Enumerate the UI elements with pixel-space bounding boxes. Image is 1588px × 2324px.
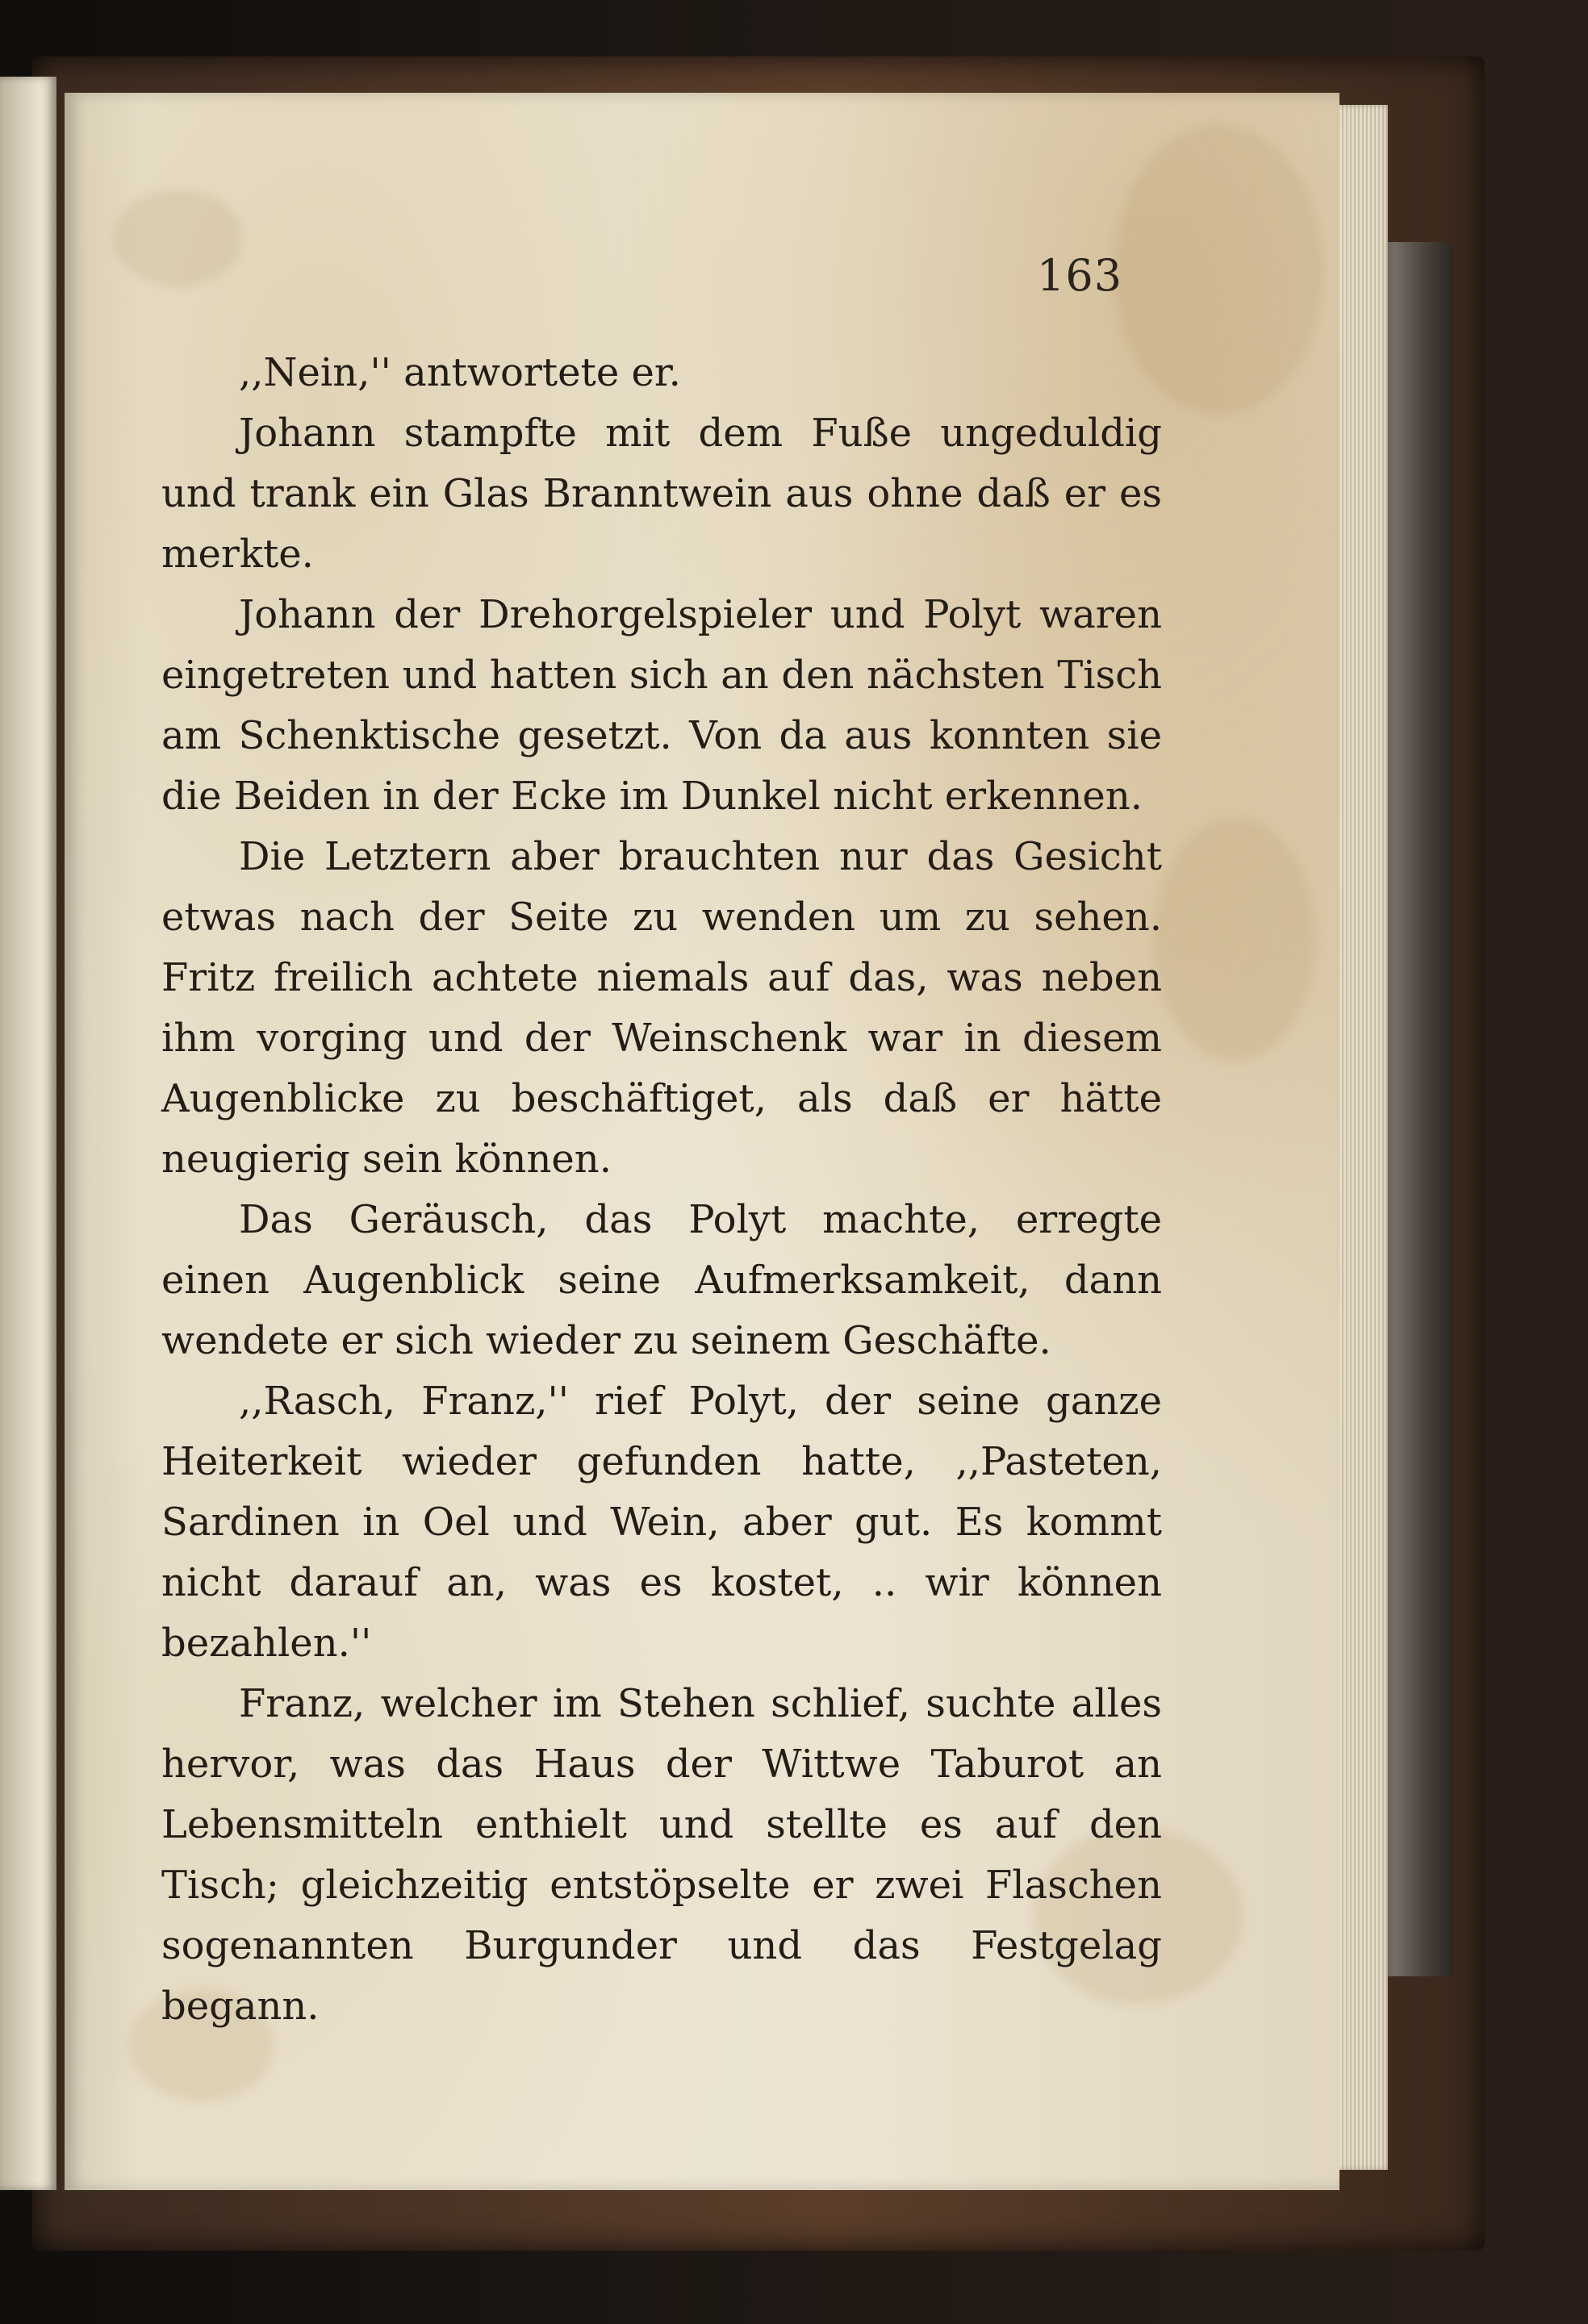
paragraph: ,,Rasch, Franz,'' rief Polyt, der seine ganze Heiterkeit wieder gefunden hatte, ,,Pasteten, Sardinen in Oel und Wein, aber gut. Es kommt nicht darauf an, was es kostet, .. wir können bezahlen.'' <box>161 1379 1162 1666</box>
left-page-edge <box>0 77 56 2190</box>
paragraph: Johann der Drehorgelspieler und Polyt waren eingetreten und hatten sich an den nächsten Tisch am Schenktische gesetzt. Von da aus konnten sie die Beiden in der Ecke im Dunkel nicht erkennen. <box>161 592 1162 819</box>
paragraph: Franz, welcher im Stehen schlief, suchte alles hervor, was das Haus der Wittwe Taburot an Lebensmitteln enthielt und stellte es auf den Tisch; gleichzeitig entstöpselte er zwei Flaschen sogenannten Burgunder und das Festgelag begann. <box>161 1681 1162 2029</box>
paragraph: Die Letztern aber brauchten nur das Gesicht etwas nach der Seite zu wenden um zu sehen. Fritz freilich achtete niemals auf das, was neben ihm vorging und der Weinschenk war in diesem Augenblicke zu beschäftiget, als daß er hätte neugierig sein können. <box>161 834 1162 1182</box>
paper-stain <box>113 190 242 286</box>
paragraph: ,,Nein,'' antwortete er. <box>239 350 681 395</box>
page-body-text <box>161 343 1162 2037</box>
paragraph: Das Geräusch, das Polyt machte, erregte einen Augenblick seine Aufmerksamkeit, dann wendete er sich wieder zu seinem Geschäfte. <box>161 1197 1162 1363</box>
page-stack-edge <box>1331 105 1388 2170</box>
paragraph: Johann stampfte mit dem Fuße ungeduldig und trank ein Glas Branntwein aus ohne daß er es merkte. <box>161 411 1162 577</box>
book-page <box>65 93 1339 2190</box>
page-number: 163 <box>1037 250 1123 301</box>
paper-stain <box>1154 819 1315 1061</box>
